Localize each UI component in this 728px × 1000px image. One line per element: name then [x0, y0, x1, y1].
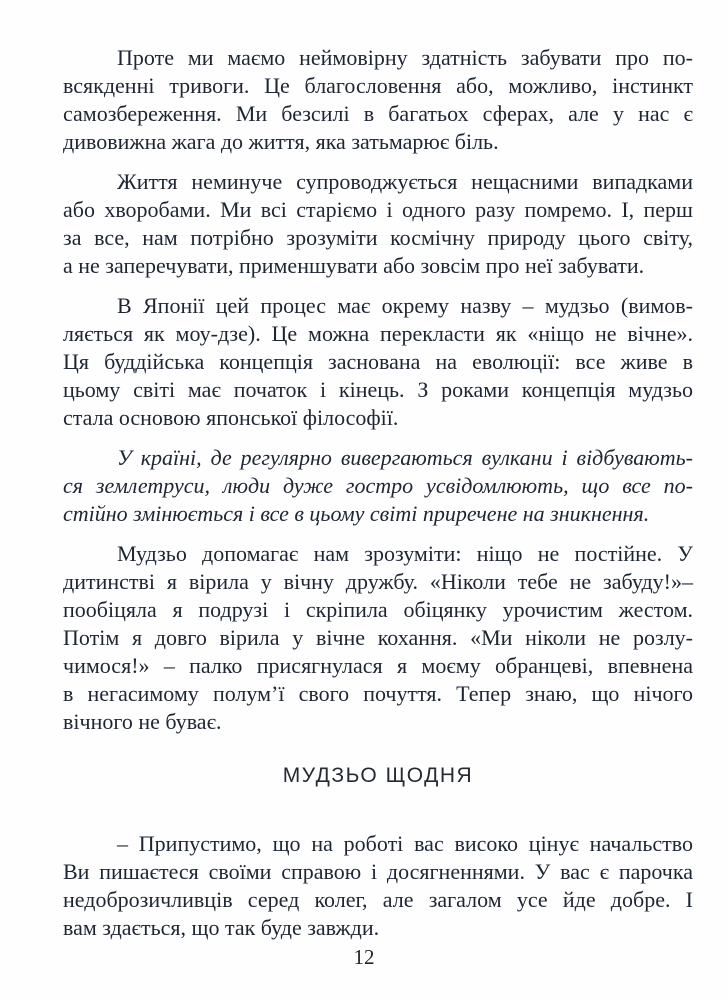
body-paragraph: [63, 540, 693, 736]
text-line: вам здається, що так буде завжди.: [63, 915, 380, 940]
text-line: вічного не буває.: [63, 709, 222, 734]
text-line: або хворобами. Ми всі старіємо і одного разу помремо. І, перш: [63, 197, 693, 222]
text-line: В Японії цей процес має окрему назву – мудзьо (вимов-: [117, 293, 693, 318]
text-line: пообіцяла я подрузі і скріпила обіцянку урочистим жестом.: [63, 597, 693, 622]
text-line: недоброзичливців серед колег, але загалом усе йде добре. І: [63, 887, 693, 912]
section-heading: МУДЗЬО ЩОДНЯ: [282, 764, 474, 787]
page-number: 12: [353, 945, 375, 969]
text-line: за все, нам потрібно зрозуміти космічну природу цього світу,: [63, 225, 693, 250]
body-paragraph: [63, 168, 693, 280]
text-line: У країні, де регулярно вивергаються вулкани і відбувають-: [117, 445, 693, 470]
text-line: – Припустимо, що на роботі вас високо цінує начальство: [117, 831, 693, 856]
text-line: в негасимому полум’ї свого почуття. Тепер знаю, що нічого: [63, 681, 693, 706]
body-paragraph: [63, 44, 693, 156]
text-line: стійно змінюється і все в цьому світі приречене на зникнення.: [63, 501, 650, 526]
body-paragraph: [63, 830, 693, 942]
text-line: дитинстві я вірила у вічну дружбу. «Ніколи тебе не забуду!»–: [63, 569, 693, 594]
text-line: самозбереження. Ми безсилі в багатьох сферах, але у нас є: [63, 101, 693, 126]
text-line: чимося!» – палко присягнулася я моєму обранцеві, впевнена: [63, 653, 693, 678]
text-line: стала основою японської філософії.: [63, 405, 399, 430]
text-line: Ця буддійська концепція заснована на еволюції: все живе в: [63, 349, 693, 374]
page-text: [63, 44, 693, 954]
quote-paragraph: [63, 444, 693, 528]
text-line: Проте ми маємо неймовірну здатність забувати про по-: [117, 45, 693, 70]
text-line: цьому світі має початок і кінець. З роками концепція мудзьо: [63, 377, 693, 402]
text-line: Потім я довго вірила у вічне кохання. «Ми ніколи не розлу-: [63, 625, 693, 650]
text-line: дивовижна жага до життя, яка затьмарює біль.: [63, 129, 499, 154]
text-line: Мудзьо допомагає нам зрозуміти: ніщо не постійне. У: [117, 541, 693, 566]
text-line: Життя неминуче супроводжується нещасними випадками: [117, 169, 693, 194]
text-line: ляється як моу-дзе). Це можна перекласти як «ніщо не вічне».: [63, 321, 693, 346]
text-line: а не заперечувати, применшувати або зовсім про неї забувати.: [63, 253, 645, 278]
text-line: всякденні тривоги. Це благословення або, можливо, інстинкт: [63, 73, 693, 98]
text-line: ся землетруси, люди дуже гостро усвідомлюють, що все по-: [63, 473, 693, 498]
text-line: Ви пишаєтеся своїми справою і досягненнями. У вас є парочка: [63, 859, 693, 884]
body-paragraph: [63, 292, 693, 432]
